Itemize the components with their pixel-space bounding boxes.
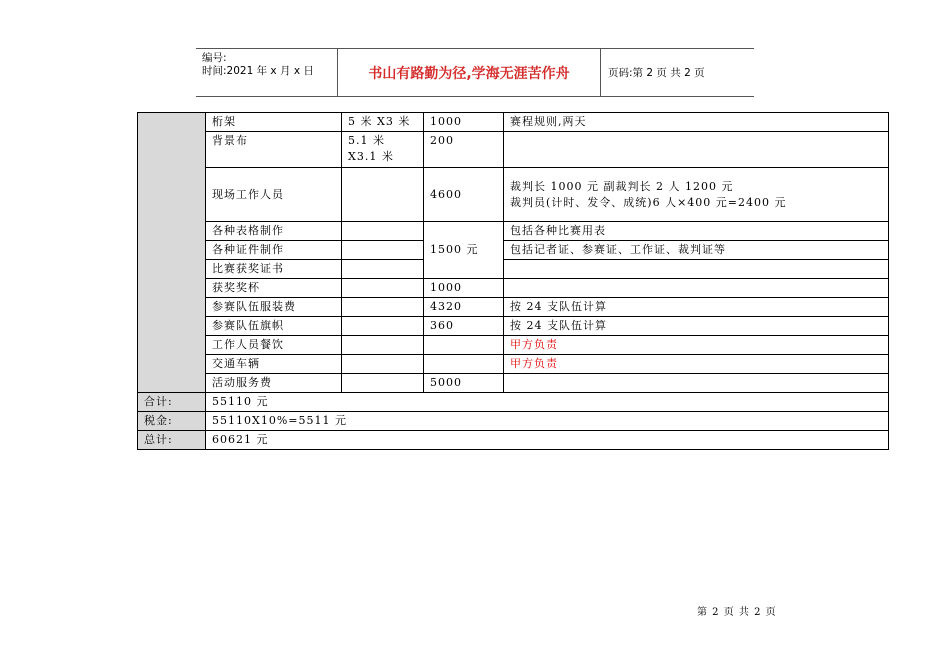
tax-value: 55110X10%=5511 元 — [206, 412, 889, 431]
item-cell: 比赛获奖证书 — [206, 260, 342, 279]
amount-cell: 4600 — [424, 168, 504, 222]
total-label: 合计: — [138, 393, 206, 412]
header-motto: 书山有路勤为径,学海无涯苦作舟 — [338, 49, 601, 96]
table-row — [138, 168, 889, 222]
note-cell: 按 24 支队伍计算 — [504, 317, 889, 336]
grand-total-value: 60621 元 — [206, 431, 889, 450]
note-cell — [504, 279, 889, 298]
note-cell: 甲方负责 — [504, 336, 889, 355]
spec-cell — [342, 336, 424, 355]
spec-cell: 5.1 米 X3.1 米 — [342, 132, 424, 168]
amount-cell: 200 — [424, 132, 504, 168]
spec-cell — [342, 279, 424, 298]
item-cell: 背景布 — [206, 132, 342, 168]
amount-cell: 5000 — [424, 374, 504, 393]
table-row — [138, 113, 889, 132]
note-cell — [504, 260, 889, 279]
note-cell — [504, 132, 889, 168]
table-row — [138, 317, 889, 336]
table-row — [138, 222, 889, 241]
grand-total-label: 总计: — [138, 431, 206, 450]
spec-cell — [342, 317, 424, 336]
page-header — [196, 48, 754, 97]
note-cell: 按 24 支队伍计算 — [504, 298, 889, 317]
spec-cell: 5 米 X3 米 — [342, 113, 424, 132]
note-cell — [504, 374, 889, 393]
table-row — [138, 355, 889, 374]
table-row — [138, 260, 889, 279]
spec-cell — [342, 298, 424, 317]
item-cell: 桁架 — [206, 113, 342, 132]
budget-table — [137, 112, 889, 450]
item-cell: 工作人员餐饮 — [206, 336, 342, 355]
amount-cell — [424, 336, 504, 355]
note-cell: 甲方负责 — [504, 355, 889, 374]
note-cell — [504, 168, 889, 222]
page-footer: 第 2 页 共 2 页 — [697, 607, 777, 618]
total-value: 55110 元 — [206, 393, 889, 412]
item-cell: 各种表格制作 — [206, 222, 342, 241]
item-cell: 交通车辆 — [206, 355, 342, 374]
table-row — [138, 132, 889, 168]
header-info — [196, 49, 338, 96]
note-line: 裁判长 1000 元 副裁判长 2 人 1200 元 — [510, 179, 734, 193]
number-label: 编号: — [202, 52, 227, 64]
spec-cell — [342, 222, 424, 241]
item-cell: 参赛队伍服装费 — [206, 298, 342, 317]
amount-cell: 4320 — [424, 298, 504, 317]
header-page-number: 页码:第 2 页 共 2 页 — [608, 67, 705, 79]
table-row — [138, 279, 889, 298]
item-cell: 获奖奖杯 — [206, 279, 342, 298]
category-cell — [138, 113, 206, 393]
grand-total-row — [138, 431, 889, 450]
spec-cell — [342, 168, 424, 222]
total-row — [138, 393, 889, 412]
item-cell: 活动服务费 — [206, 374, 342, 393]
spec-cell — [342, 260, 424, 279]
item-cell: 参赛队伍旗帜 — [206, 317, 342, 336]
spec-cell — [342, 374, 424, 393]
tax-row — [138, 412, 889, 431]
table-row — [138, 336, 889, 355]
spec-cell — [342, 241, 424, 260]
note-cell: 包括各种比赛用表 — [504, 222, 889, 241]
note-line: 裁判员(计时、发令、成统)6 人×400 元=2400 元 — [510, 195, 787, 209]
item-cell: 各种证件制作 — [206, 241, 342, 260]
tax-label: 税金: — [138, 412, 206, 431]
note-cell: 赛程规则,两天 — [504, 113, 889, 132]
spec-cell — [342, 355, 424, 374]
table-row — [138, 241, 889, 260]
time-label: 时间:2021 年 x 月 x 日 — [202, 65, 314, 77]
amount-cell — [424, 355, 504, 374]
amount-cell: 360 — [424, 317, 504, 336]
amount-cell: 1000 — [424, 113, 504, 132]
table-row — [138, 298, 889, 317]
amount-cell: 1000 — [424, 279, 504, 298]
amount-cell: 1500 元 — [424, 222, 504, 279]
note-cell: 包括记者证、参赛证、工作证、裁判证等 — [504, 241, 889, 260]
item-cell: 现场工作人员 — [206, 168, 342, 222]
table-row — [138, 374, 889, 393]
